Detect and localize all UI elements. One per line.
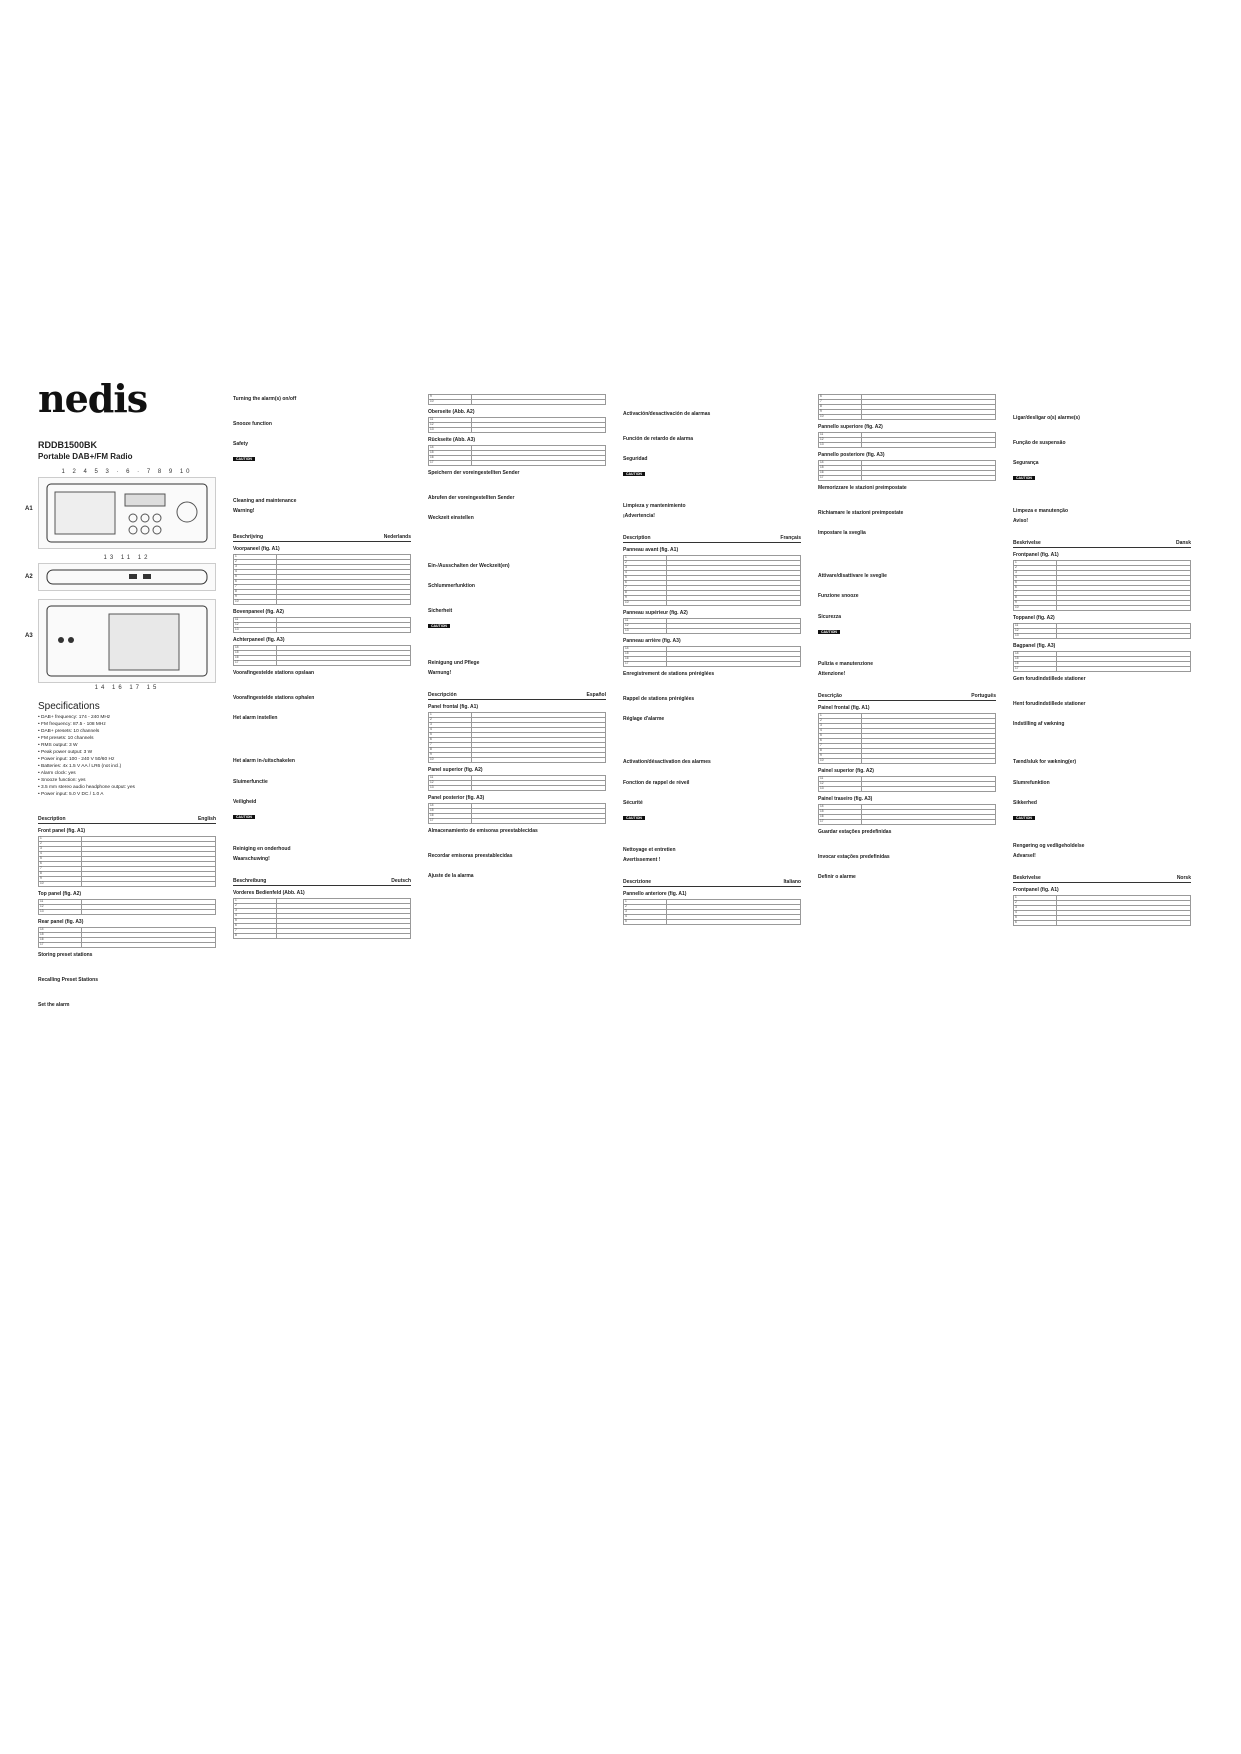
caution-badge: CAUTION <box>1013 816 1035 820</box>
body-text <box>623 766 801 775</box>
radio-top-illustration <box>39 564 215 590</box>
subhead: Voorpaneel (fig. A1) <box>233 546 280 553</box>
section-norwegian <box>1013 875 1191 883</box>
parts-table: 14 15 16 17 <box>38 927 216 948</box>
subhead: Sikkerhed <box>1013 799 1037 806</box>
section-title: Beschreibung <box>233 878 267 885</box>
subhead: Richiamare le stazioni preimpostate <box>818 509 904 516</box>
subhead: Nettoyage et entretien <box>623 847 676 854</box>
spec-item: • DAB+ presets: 10 channels <box>38 729 100 734</box>
section-dutch <box>233 534 411 542</box>
body-text <box>623 787 801 796</box>
subhead: Abrufen der voreingestellten Sender <box>428 494 515 501</box>
body-text <box>233 722 411 754</box>
body-text <box>233 765 411 774</box>
body-text <box>623 723 801 755</box>
body-text <box>1013 825 1191 839</box>
figure-a2-label: A2 <box>25 574 33 581</box>
parts-table: 1 2 3 4 5 6 7 8 9 10 <box>818 713 996 764</box>
subhead: Limpieza y mantenimiento <box>623 503 686 510</box>
subhead: Warning! <box>233 507 255 514</box>
section-german <box>233 878 411 886</box>
subhead: Reiniging en onderhoud <box>233 846 291 853</box>
subhead: Ein-/Ausschalten der Weckzeit(en) <box>428 562 510 569</box>
body-text <box>428 835 606 849</box>
figure-a1 <box>25 477 216 549</box>
subhead: Painel frontal (fig. A1) <box>818 705 870 712</box>
section-lang: Deutsch <box>391 878 411 885</box>
body-text <box>818 678 996 687</box>
body-text <box>428 590 606 604</box>
section-title: Descrizione <box>623 879 652 886</box>
subhead: Sicurezza <box>818 613 842 620</box>
subhead: Slumrefunktion <box>1013 779 1050 786</box>
specs-list <box>38 714 216 798</box>
subhead: Almacenamiento de emisoras preestablecidas <box>428 827 538 834</box>
body-text <box>818 492 996 506</box>
brand-logo: nedis <box>38 376 148 421</box>
body-text <box>818 836 996 850</box>
subhead: Snooze function <box>233 420 272 427</box>
subhead: Segurança <box>1013 460 1039 467</box>
body-text <box>818 580 996 589</box>
subhead: Panneau avant (fig. A1) <box>623 547 679 554</box>
spec-item: • 3.5 mm stereo audio headphone output: yes <box>38 785 135 790</box>
subhead: Panel frontal (fig. A1) <box>428 703 479 710</box>
body-text <box>428 860 606 869</box>
parts-table: 11 12 13 <box>623 618 801 634</box>
subhead: Bagpanel (fig. A3) <box>1013 642 1056 649</box>
radio-front-illustration <box>39 478 215 548</box>
spec-item: • RMS output: 3 W <box>38 743 78 748</box>
subhead: Recordar emisoras preestablecidas <box>428 852 513 859</box>
subhead: Activation/désactivation des alarmes <box>623 759 711 766</box>
section-lang: Nederlands <box>383 534 411 541</box>
subhead: Schlummerfunktion <box>428 582 475 589</box>
body-text <box>38 1009 216 1037</box>
subhead: Rückseite (Abb. A3) <box>428 437 476 443</box>
body-text <box>428 880 606 903</box>
subhead: Set the alarm <box>38 1001 70 1008</box>
section-title: Description <box>38 816 66 822</box>
parts-table: 11 12 13 <box>38 899 216 915</box>
parts-table: 1 2 3 4 5 <box>623 899 801 925</box>
body-text <box>623 520 801 529</box>
subhead: ¡Advertencia! <box>623 513 655 520</box>
product-title: Portable DAB+/FM Radio <box>38 452 133 461</box>
subhead: Reinigung und Pflege <box>428 659 480 666</box>
body-text <box>233 403 411 417</box>
body-text <box>818 517 996 526</box>
section-lang: Español <box>586 691 606 698</box>
body-text <box>233 515 411 529</box>
body-text <box>1013 708 1191 717</box>
subhead: Definir o alarme <box>818 874 856 881</box>
parts-table: 6 7 8 9 10 <box>818 394 996 420</box>
caution-badge: CAUTION <box>233 815 255 819</box>
section-lang: English <box>197 816 216 822</box>
section-title: Beskrivelse <box>1013 874 1041 881</box>
spec-item: • Batteries: 4x 1.5 V AA / LR6 (not incl.) <box>38 764 122 769</box>
subhead: Front panel (fig. A1) <box>38 828 86 834</box>
body-text <box>818 639 996 657</box>
caution-badge: CAUTION <box>1013 476 1035 480</box>
subhead: Recalling Preset Stations <box>38 976 99 983</box>
parts-table: 14 15 16 17 <box>428 445 606 466</box>
body-text <box>1013 787 1191 796</box>
subhead: Pannello anteriore (fig. A1) <box>623 891 687 898</box>
parts-table: 1 2 3 4 5 6 7 8 9 10 <box>233 554 411 605</box>
parts-table: 11 12 13 <box>818 776 996 792</box>
subhead: Seguridad <box>623 455 648 462</box>
subhead: Voorafingestelde stations opslaan <box>233 670 315 677</box>
caution-badge: CAUTION <box>428 624 450 628</box>
parts-table: 14 15 16 17 <box>623 646 801 667</box>
subhead: Panneau arrière (fig. A3) <box>623 638 681 645</box>
body-text <box>428 633 606 656</box>
subhead: Advarsel! <box>1013 852 1036 859</box>
body-text <box>1013 422 1191 436</box>
column-6 <box>1013 392 1191 926</box>
parts-table: 11 12 13 <box>428 775 606 791</box>
subhead: Frontpanel (fig. A1) <box>1013 886 1059 893</box>
body-text <box>623 393 801 407</box>
section-lang: Italiano <box>783 879 801 886</box>
subhead: Toppanel (fig. A2) <box>1013 614 1055 621</box>
subhead: Bovenpaneel (fig. A2) <box>233 609 284 616</box>
fig-a2-callouts: 13 11 12 <box>103 555 151 561</box>
body-text <box>1013 728 1191 756</box>
subhead: Sluimerfunctie <box>233 778 268 785</box>
fig-a1-callouts: 1 2 4 5 3 · 6 · 7 8 9 10 <box>61 469 193 475</box>
body-text <box>623 481 801 499</box>
body-text <box>623 678 801 692</box>
subhead: Hent forudindstillede stationer <box>1013 700 1086 707</box>
spec-item: • Snooze function: yes <box>38 778 86 783</box>
body-text <box>818 600 996 609</box>
parts-table: 11 12 13 <box>428 417 606 433</box>
parts-table: 14 15 16 17 <box>818 460 996 481</box>
subhead: Sicherheit <box>428 607 453 614</box>
spec-item: • Alarm clock: yes <box>38 771 76 776</box>
subhead: Pannello superiore (fig. A2) <box>818 424 883 430</box>
body-text <box>428 502 606 511</box>
parts-table: 14 15 16 17 <box>233 645 411 666</box>
body-text <box>1013 860 1191 869</box>
section-title: Descripción <box>428 691 457 698</box>
section-danish <box>1013 540 1191 548</box>
subhead: Limpeza e manutenção <box>1013 507 1069 514</box>
body-text <box>233 466 411 494</box>
section-english <box>38 816 216 824</box>
subhead: Aviso! <box>1013 517 1029 524</box>
subhead: Panel superior (fig. A2) <box>428 766 483 773</box>
figure-a2 <box>25 563 216 591</box>
subhead: Rappel de stations préréglées <box>623 696 695 703</box>
parts-table: 9 10 <box>428 394 606 405</box>
body-text <box>623 443 801 452</box>
spec-item: • FM presets: 10 channels <box>38 736 94 741</box>
caution-badge: CAUTION <box>623 816 645 820</box>
subhead: Guardar estações predefinidas <box>818 829 892 836</box>
parts-table: 1 2 3 4 5 6 7 8 9 10 <box>38 836 216 887</box>
column-2 <box>233 392 411 939</box>
subhead: Painel superior (fig. A2) <box>818 768 874 775</box>
subhead: Safety <box>233 440 249 447</box>
subhead: Pannello posteriore (fig. A3) <box>818 452 885 458</box>
subhead: Rengøring og vedligeholdelse <box>1013 842 1085 849</box>
parts-table: 1 2 3 4 5 6 <box>1013 895 1191 926</box>
spec-item: • DAB+ frequency: 174 - 240 MHz <box>38 715 111 720</box>
caution-badge: CAUTION <box>818 630 840 634</box>
figure-a3-label: A3 <box>25 632 33 639</box>
body-text <box>623 825 801 843</box>
subhead: Weckzeit einstellen <box>428 514 474 521</box>
subhead: Het alarm instellen <box>233 715 278 722</box>
subhead: Funzione snooze <box>818 593 859 600</box>
column-4 <box>623 392 801 925</box>
body-text <box>233 786 411 795</box>
subhead: Attenzione! <box>818 670 846 677</box>
model-number: RDDB1500BK <box>38 440 98 450</box>
body-text <box>818 881 996 904</box>
body-text <box>1013 447 1191 456</box>
specs-title: Specifications <box>38 701 100 712</box>
parts-table: 14 15 16 17 <box>818 804 996 825</box>
subhead: Avertissement ! <box>623 857 661 864</box>
subhead: Ligar/desligar o(s) alarme(s) <box>1013 415 1080 422</box>
spec-item: • FM frequency: 87.5 - 108 MHz <box>38 722 106 727</box>
parts-table: 11 12 13 <box>818 432 996 448</box>
body-text <box>233 702 411 711</box>
section-spanish <box>428 692 606 700</box>
section-lang: Dansk <box>1175 539 1191 546</box>
section-title: Descrição <box>818 693 842 700</box>
body-text <box>233 428 411 437</box>
body-text <box>38 984 216 998</box>
subhead: Voorafingestelde stations ophalen <box>233 695 315 702</box>
parts-table: 1 2 3 4 5 6 7 8 9 10 <box>1013 560 1191 611</box>
subhead: Achterpaneel (fig. A3) <box>233 637 285 644</box>
section-lang: Français <box>780 535 801 542</box>
spec-item: • Peak power output: 3 W <box>38 750 93 755</box>
body-text <box>623 703 801 712</box>
subhead: Panneau supérieur (fig. A2) <box>623 610 688 617</box>
subhead: Storing preset stations <box>38 952 93 958</box>
subhead: Réglage d'alarme <box>623 716 665 723</box>
body-text <box>1013 393 1191 411</box>
subhead: Fonction de rappel de réveil <box>623 779 690 786</box>
spec-item: • Power input: 100 - 240 V 50/60 Hz <box>38 757 115 762</box>
body-text <box>623 418 801 432</box>
subhead: Cleaning and maintenance <box>233 497 297 504</box>
subhead: Vorderes Bedienfeld (Abb. A1) <box>233 890 305 897</box>
figure-a3 <box>25 599 216 683</box>
subhead: Top panel (fig. A2) <box>38 891 82 897</box>
subhead: Ajuste de la alarma <box>428 872 474 879</box>
subhead: Veiligheid <box>233 798 257 805</box>
body-text <box>1013 525 1191 534</box>
subhead: Indstilling af vækning <box>1013 720 1065 727</box>
subhead: Warnung! <box>428 669 452 676</box>
section-french <box>623 535 801 543</box>
subhead: Het alarm in-/uitschakelen <box>233 758 295 765</box>
spec-item: • Power input: 5.0 V DC / 1.0 A <box>38 792 104 797</box>
body-text <box>818 861 996 870</box>
section-title: Beskrivelse <box>1013 539 1041 546</box>
subhead: Impostare la sveglia <box>818 529 866 536</box>
section-italian <box>623 879 801 887</box>
parts-table: 1 2 3 4 5 6 7 8 9 10 <box>428 712 606 763</box>
subhead: Painel traseiro (fig. A3) <box>818 796 873 803</box>
subhead: Gem forudindstillede stationer <box>1013 675 1086 682</box>
body-text <box>1013 683 1191 697</box>
caution-badge: CAUTION <box>233 457 255 461</box>
subhead: Sécurité <box>623 799 643 806</box>
subhead: Oberseite (Abb. A2) <box>428 409 475 415</box>
body-text <box>428 570 606 579</box>
subhead: Tænd/sluk for vækning(er) <box>1013 759 1077 766</box>
subhead: Función de retardo de alarma <box>623 435 694 442</box>
parts-table: 11 12 13 <box>1013 623 1191 639</box>
subhead: Invocar estações predefinidas <box>818 853 890 860</box>
subhead: Waarschuwing! <box>233 856 270 863</box>
subhead: Turning the alarm(s) on/off <box>233 396 297 402</box>
section-title: Beschrijving <box>233 534 264 541</box>
subhead: Função de suspensão <box>1013 440 1066 447</box>
body-text <box>233 677 411 691</box>
section-title: Description <box>623 535 651 542</box>
section-lang: Norsk <box>1176 874 1191 881</box>
fig-a3-callouts: 14 16 17 15 <box>94 685 160 691</box>
subhead: Rear panel (fig. A3) <box>38 919 84 925</box>
radio-rear-illustration <box>39 600 215 682</box>
parts-table: 1 2 3 4 5 6 7 8 <box>233 898 411 939</box>
body-text <box>428 522 606 559</box>
body-text <box>1013 766 1191 775</box>
subhead: Activación/desactivación de alarmas <box>623 410 711 417</box>
subhead: Enregistrement de stations préréglées <box>623 671 715 678</box>
parts-table: 11 12 13 <box>233 617 411 633</box>
section-portuguese <box>818 693 996 701</box>
figure-a1-label: A1 <box>25 506 33 512</box>
body-text <box>1013 485 1191 503</box>
body-text <box>233 824 411 842</box>
subhead: Panel posterior (fig. A3) <box>428 794 485 801</box>
subhead: Frontpanel (fig. A1) <box>1013 551 1059 558</box>
body-text <box>233 863 411 872</box>
body-text <box>818 537 996 569</box>
column-1 <box>25 376 216 1036</box>
parts-table: 1 2 3 4 5 6 7 8 9 10 <box>623 555 801 606</box>
subhead: Attivare/disattivare le sveglie <box>818 573 887 580</box>
section-lang: Português <box>971 693 996 700</box>
column-3 <box>428 392 606 903</box>
body-text <box>38 959 216 973</box>
column-5 <box>818 392 996 904</box>
caution-badge: CAUTION <box>623 472 645 476</box>
body-text <box>428 477 606 491</box>
subhead: Memorizzare le stazioni preimpostate <box>818 485 907 491</box>
parts-table: 14 15 16 17 <box>1013 651 1191 672</box>
body-text <box>428 677 606 686</box>
subhead: Speichern der voreingestellten Sender <box>428 470 520 476</box>
subhead: Pulizia e manutenzione <box>818 660 874 667</box>
body-text <box>623 864 801 873</box>
parts-table: 14 15 16 17 <box>428 803 606 824</box>
